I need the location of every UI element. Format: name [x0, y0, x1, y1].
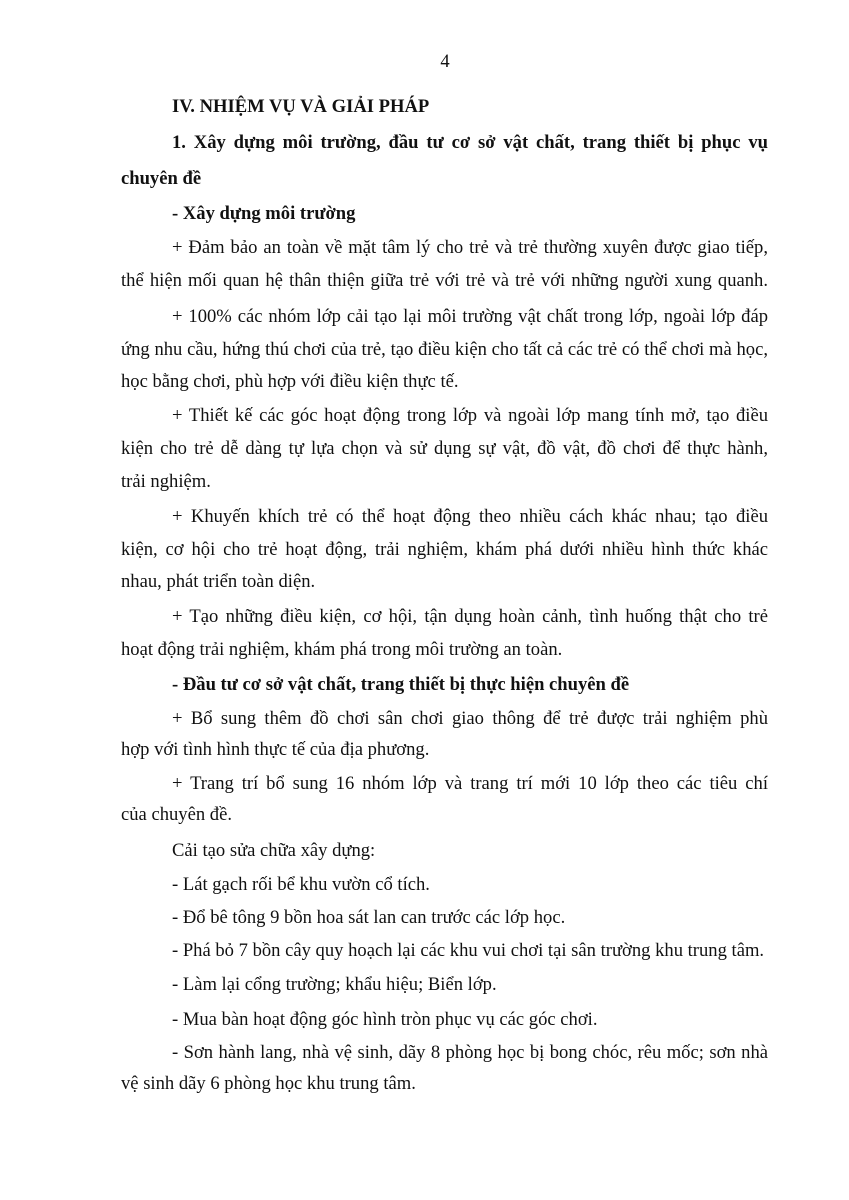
part1-heading: - Xây dựng môi trường: [172, 203, 356, 224]
paragraph-line: kiện, cơ hội cho trẻ hoạt động, trải nghiệm, khám phá dưới nhiều hình thức khác: [121, 539, 768, 560]
section-title: IV. NHIỆM VỤ VÀ GIẢI PHÁP: [172, 96, 430, 117]
paragraph-line: ứng nhu cầu, hứng thú chơi của trẻ, tạo điều kiện cho tất cả các trẻ có thể chơi mà học,: [121, 339, 768, 360]
page-number: 4: [440, 51, 450, 72]
paragraph-line: thể hiện mối quan hệ thân thiện giữa trẻ với trẻ và trẻ với những người xung quanh.: [121, 270, 768, 291]
paragraph-line: + Trang trí bổ sung 16 nhóm lớp và trang trí mới 10 lớp theo các tiêu chí: [172, 773, 768, 794]
paragraph-line: hợp với tình hình thực tế của địa phương.: [121, 739, 430, 760]
paragraph-line: của chuyên đề.: [121, 804, 232, 825]
paragraph-line: nhau, phát triển toàn diện.: [121, 571, 316, 592]
paragraph-line: Cải tạo sửa chữa xây dựng:: [172, 840, 376, 861]
list-item: - Đổ bê tông 9 bồn hoa sát lan can trước các lớp học.: [172, 907, 566, 928]
list-item: - Làm lại cổng trường; khẩu hiệu; Biển lớp.: [172, 974, 497, 995]
list-item: - Phá bỏ 7 bồn cây quy hoạch lại các khu vui chơi tại sân trường khu trung tâm.: [172, 940, 765, 961]
paragraph-line: học bằng chơi, phù hợp với điều kiện thực tế.: [121, 371, 459, 392]
list-item: - Mua bàn hoạt động góc hình tròn phục vụ các góc chơi.: [172, 1009, 598, 1030]
paragraph-line: + 100% các nhóm lớp cải tạo lại môi trường vật chất trong lớp, ngoài lớp đáp: [172, 306, 768, 327]
paragraph-line: + Khuyến khích trẻ có thể hoạt động theo nhiều cách khác nhau; tạo điều: [172, 506, 768, 527]
list-item: - Lát gạch rối bể khu vườn cổ tích.: [172, 874, 430, 895]
paragraph-line: trải nghiệm.: [121, 471, 211, 492]
paragraph-line: + Tạo những điều kiện, cơ hội, tận dụng hoàn cảnh, tình huống thật cho trẻ: [172, 606, 768, 627]
paragraph-line: hoạt động trải nghiệm, khám phá trong môi trường an toàn.: [121, 639, 563, 660]
list-item: - Sơn hành lang, nhà vệ sinh, dãy 8 phòng học bị bong chóc, rêu mốc; sơn nhà: [172, 1042, 768, 1063]
paragraph-line: kiện cho trẻ dễ dàng tự lựa chọn và sử dụng sự vật, đồ vật, đồ chơi để thực hành,: [121, 438, 768, 459]
paragraph-line: + Đảm bảo an toàn về mặt tâm lý cho trẻ và trẻ thường xuyên được giao tiếp,: [172, 237, 768, 258]
subsection-title-line1: 1. Xây dựng môi trường, đầu tư cơ sở vật chất, trang thiết bị phục vụ: [172, 132, 768, 153]
subsection-title-line2: chuyên đề: [121, 168, 202, 189]
paragraph-line: + Bổ sung thêm đồ chơi sân chơi giao thông để trẻ được trải nghiệm phù: [172, 708, 768, 729]
paragraph-line: + Thiết kế các góc hoạt động trong lớp và ngoài lớp mang tính mở, tạo điều: [172, 405, 768, 426]
part2-heading: - Đầu tư cơ sở vật chất, trang thiết bị thực hiện chuyên đề: [172, 674, 630, 695]
list-item: vệ sinh dãy 6 phòng học khu trung tâm.: [121, 1073, 416, 1094]
